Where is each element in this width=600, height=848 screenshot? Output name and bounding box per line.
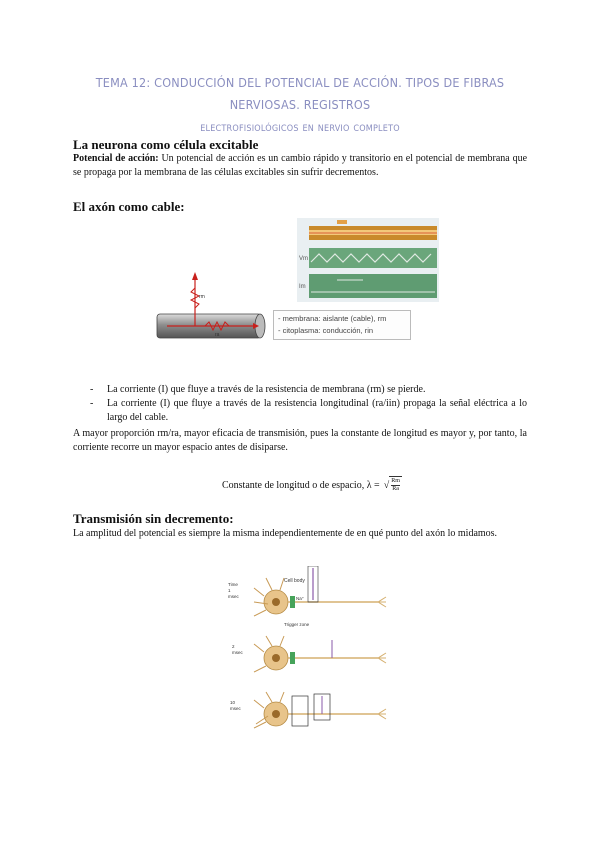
ratio-paragraph: A mayor proporción rm/ra, mayor eficacia de transmisión, pues la constante de longitud es mayor y, por tanto, la corriente recorre un mayor espacio antes de disiparse. [73, 428, 527, 453]
sqrt-symbol: √ $\frac{Rm}{Ra}$ [383, 478, 400, 492]
transmission-text: La amplitud del potencial es siempre la misma independientemente de en qué punto del axón lo midamos. [73, 528, 498, 539]
action-potential-term: Potencial de acción: [73, 153, 159, 164]
cable-recording-diagram [297, 218, 439, 302]
section-heading-transmission: Transmisión sin decremento: [73, 511, 234, 526]
bullet-item: - La corriente (I) que fluye a través de la resistencia longitudinal (ra/iin) propaga la señal eléctrica a lo largo del cable. [90, 397, 527, 425]
label-time1-unit: msec [228, 594, 239, 599]
axon-cable-diagram [155, 268, 270, 348]
label-na: Na⁺ [296, 596, 305, 601]
formula-numerator: Rm [391, 478, 400, 484]
svg-text:Im: Im [299, 284, 306, 290]
formula-label: Constante de longitud o de espacio, λ = [222, 479, 380, 491]
neuron-panel-2 [232, 636, 386, 672]
svg-text:rm: rm [199, 294, 205, 300]
page-title [70, 72, 530, 138]
svg-text:ra: ra [215, 332, 220, 338]
section-heading-axon-cable: El axón como cable: [73, 199, 185, 214]
neuron-propagation-figure [228, 566, 388, 736]
label-cell-body: Cell body [284, 578, 305, 584]
current-bullets [90, 383, 527, 425]
caption-membrane: - membrana: aislante (cable), rm [278, 314, 387, 323]
label-time3: 10 [230, 700, 236, 705]
caption-cytoplasm: - citoplasma: conducción, rin [278, 326, 374, 335]
action-potential-definition [73, 152, 527, 180]
title-line-1: TEMA 12: CONDUCCIÓN DEL POTENCIAL DE ACCIÓN. TIPOS DE FIBRAS NERVIOSAS. REGISTROS [95, 75, 505, 112]
label-time3-unit: msec [230, 706, 241, 711]
label-time2-unit: msec [232, 650, 243, 655]
neuron-panel-3 [230, 692, 386, 728]
formula-denominator: Ra [392, 486, 399, 492]
section-heading-excitable-cell: La neurona como célula excitable [73, 137, 259, 152]
label-trigger-zone: Trigger zone [284, 622, 310, 627]
label-time: Time [228, 582, 238, 587]
length-constant-formula [222, 476, 402, 494]
label-time2: 2 [232, 644, 235, 649]
svg-text:Vm: Vm [299, 256, 308, 262]
title-line-2: electrofisiológicos en nervio completo [200, 119, 400, 134]
action-potential-text: Un potencial de acción es un cambio rápido y transitorio en el potencial de membrana que se propaga por la membrana de las células excitables sin sufrir decrementos. [73, 153, 528, 178]
cable-caption-box [273, 310, 411, 340]
bullet-item: - La corriente (I) que fluye a través de la resistencia de membrana (rm) se pierde. [90, 383, 527, 397]
label-time1-val: 1 [228, 588, 231, 593]
neuron-panel-1 [228, 566, 386, 627]
